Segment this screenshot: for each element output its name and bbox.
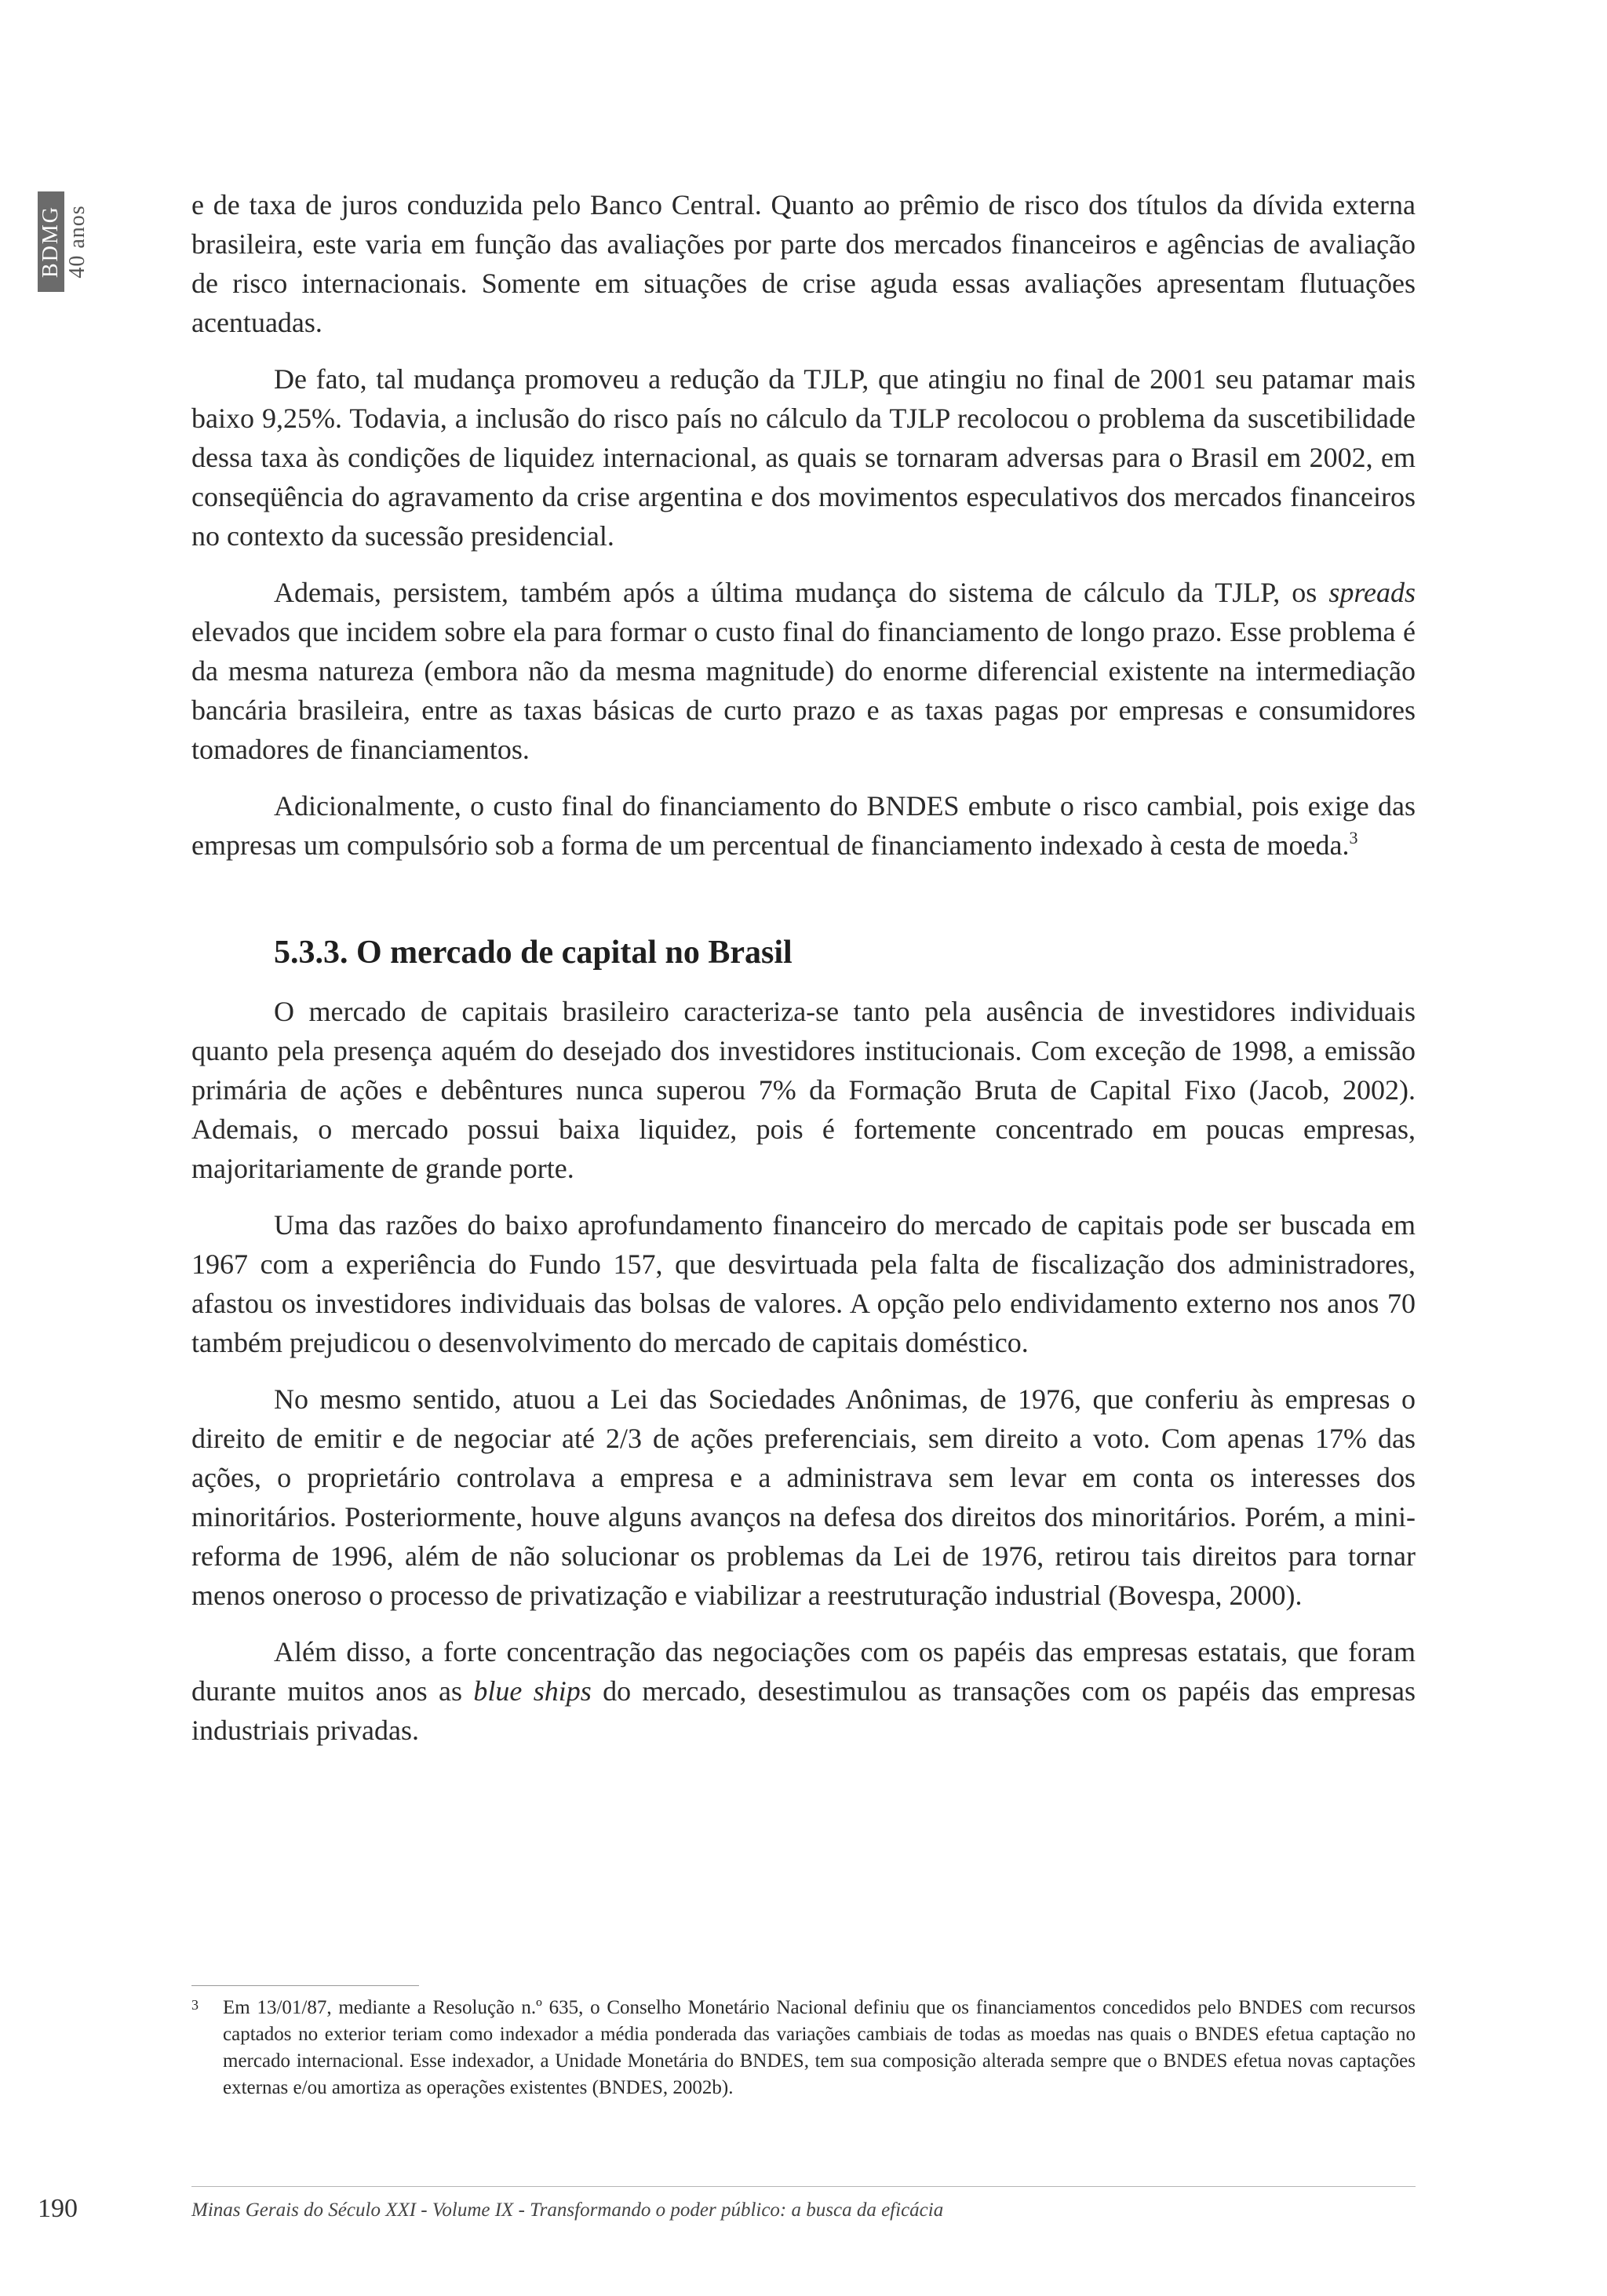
footnote-divider [191, 1985, 419, 1986]
paragraph-3-start: Ademais, persistem, também após a última mudança do sistema de cálculo da TJLP, os [274, 577, 1329, 608]
paragraph-3 [191, 573, 1416, 769]
section-paragraph-1: O mercado de capitais brasileiro caracteriza-se tanto pela ausência de investidores individuais quanto pela presença aquém do desejado dos investidores institucionais. Com exceção de 1998, a emissão primária de ações e debêntures nunca superou 7% da Formação Bruta de Capital Fixo (Jacob, 2002). Ademais, o mercado possui baixa liquidez, pois é fortemente concentrado em poucas empresas, majoritariamente de grande porte. [191, 996, 1416, 1184]
section-paragraph-3: No mesmo sentido, atuou a Lei das Sociedades Anônimas, de 1976, que conferiu às empresas o direito de emitir e de negociar até 2/3 de ações preferenciais, sem direito a voto. Com apenas 17% das ações, o proprietário controlava a empresa e a administrava sem levar em conta os interesses dos minoritários. Posteriormente, houve alguns avanços na defesa dos direitos dos minoritários. Porém, a mini-reforma de 1996, além de não solucionar os problemas da Lei de 1976, retirou tais direitos para tornar menos oneroso o processo de privatização e viabilizar a reestruturação industrial (Bovespa, 2000). [191, 1383, 1416, 1611]
italic-spreads: spreads [1328, 577, 1416, 608]
footnote-mark: 3 [191, 1997, 199, 2013]
page-number: 190 [38, 2194, 78, 2223]
paragraph-4 [191, 786, 1416, 865]
paragraph-4-text: Adicionalmente, o custo final do financiamento do BNDES embute o risco cambial, pois exige das empresas um compulsório sob a forma de um percentual de financiamento indexado à cesta de moeda. [191, 790, 1416, 861]
page-body [191, 185, 1416, 1767]
bdmg-logo [38, 191, 93, 292]
footnote [191, 1995, 1416, 2101]
paragraph-2: De fato, tal mudança promoveu a redução da TJLP, que atingiu no final de 2001 seu patamar mais baixo 9,25%. Todavia, a inclusão do risco país no cálculo da TJLP recolocou o problema da suscetibilidade dessa taxa às condições de liquidez internacional, as quais se tornaram adversas para o Brasil em 2002, em conseqüência do agravamento da crise argentina e dos movimentos especulativos dos mercados financeiros no contexto da sucessão presidencial. [191, 363, 1416, 552]
footnote-ref[interactable]: 3 [1349, 828, 1358, 847]
running-footer: Minas Gerais do Século XXI - Volume IX - Transformando o poder público: a busca da eficácia [191, 2199, 944, 2221]
section-paragraph-4-start: Além disso, a forte concentração das negociações com os papéis das empresas estatais, que foram durante muitos anos as [191, 1636, 1416, 1707]
footnote-text: Em 13/01/87, mediante a Resolução n.º 635, o Conselho Monetário Nacional definiu que os financiamentos concedidos pelo BNDES com recursos captados no exterior teriam como indexador a média ponderada das variações cambiais de todas as moedas nas quais o BNDES efetua captação no mercado internacional. Esse indexador, a Unidade Monetária do BNDES, tem sua composição alterada sempre que o BNDES efetua novas captações externas e/ou amortiza as operações existentes (BNDES, 2002b). [223, 1997, 1416, 2098]
paragraph-3-end: elevados que incidem sobre ela para formar o custo final do financiamento de longo prazo. Esse problema é da mesma natureza (embora não da mesma magnitude) do enorme diferencial existente na intermediação bancária brasileira, entre as taxas básicas de curto prazo e as taxas pagas por empresas e consumidores tomadores de financiamentos. [191, 616, 1416, 765]
section-heading: 5.3.3. O mercado de capital no Brasil [274, 935, 793, 971]
section-paragraph-4-end: do mercado, desestimulou as transações com os papéis das empresas industriais privadas. [191, 1675, 1416, 1746]
italic-blue-ships: blue ships [473, 1675, 592, 1707]
section-paragraph-4 [191, 1632, 1416, 1750]
logo-years: 40 anos [65, 205, 89, 279]
section-paragraph-2: Uma das razões do baixo aprofundamento financeiro do mercado de capitais pode ser buscada em 1967 com a experiência do Fundo 157, que desvirtuada pela falta de fiscalização dos administradores, afastou os investidores individuais das bolsas de valores. A opção pelo endividamento externo nos anos 70 também prejudicou o desenvolvimento do mercado de capitais doméstico. [191, 1209, 1416, 1358]
footer-divider [191, 2186, 1416, 2187]
logo-brand: BDMG [38, 191, 64, 292]
paragraph-1: e de taxa de juros conduzida pelo Banco Central. Quanto ao prêmio de risco dos títulos da dívida externa brasileira, este varia em função das avaliações por parte dos mercados financeiros e agências de avaliação de risco internacionais. Somente em situações de crise aguda essas avaliações apresentam flutuações acentuadas. [191, 189, 1416, 338]
